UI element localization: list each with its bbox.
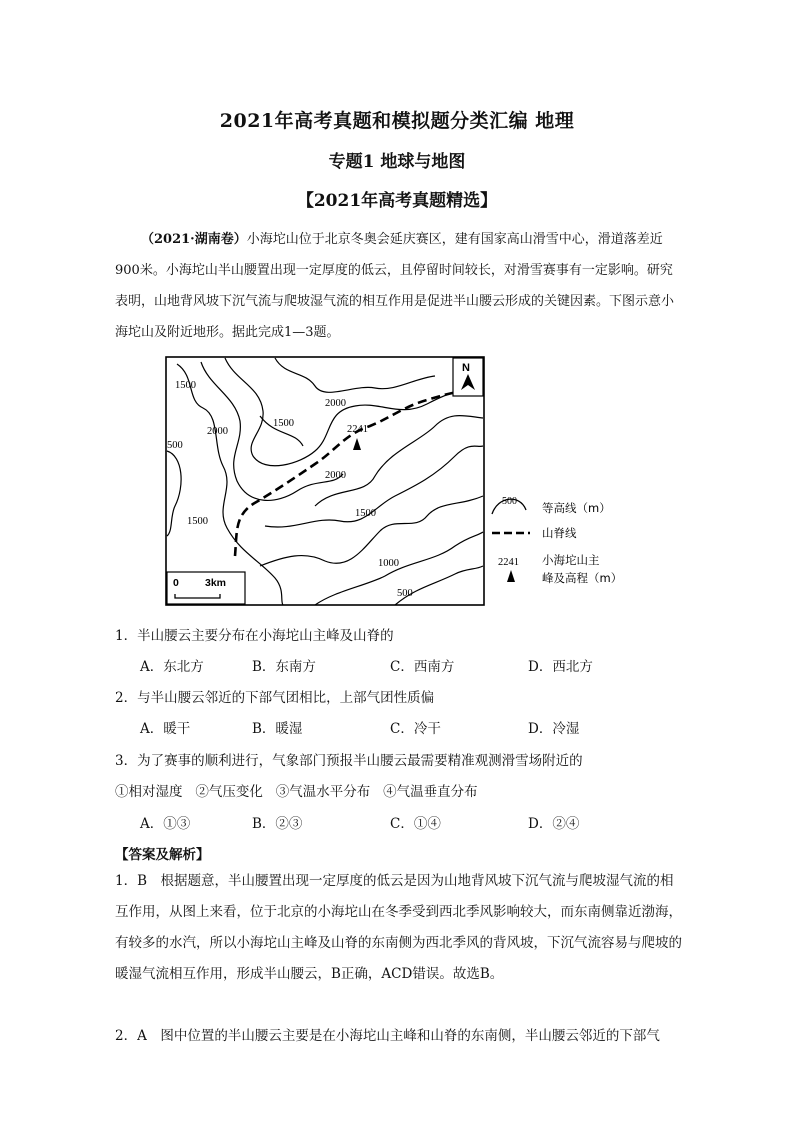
q1-option-d[interactable]: D．西北方 bbox=[528, 659, 593, 675]
contour-label: 1500 bbox=[355, 508, 376, 519]
intro-text: 小海坨山位于北京冬奥会延庆赛区，建有国家高山滑雪中心，滑道落差近900米。小海坨山半山腰置出现一定厚度的低云，且停留时间较长，对滑雪赛事有一定影响。研究表明，山地背风坡下沉气流与爬坡湿气流的相互作用是促进半山腰云形成的关键因素。下图示意小海坨山及附近地形。据此完成1—3题。 bbox=[115, 232, 675, 340]
answers-heading: 【答案及解析】 bbox=[115, 847, 210, 863]
q2-option-b[interactable]: B．暖湿 bbox=[252, 721, 303, 737]
peak-elevation-label: 2241 bbox=[347, 424, 368, 435]
scale-label: 3km bbox=[205, 577, 227, 589]
q1-option-a[interactable]: A．东北方 bbox=[140, 659, 204, 675]
contour-label: 2000 bbox=[325, 398, 346, 409]
contour-label: 1500 bbox=[273, 418, 294, 429]
question-2-stem: 2．与半山腰云邻近的下部气团相比，上部气团性质偏 bbox=[115, 690, 435, 706]
legend-peak-symbol bbox=[507, 570, 515, 582]
contour-label: 500 bbox=[397, 588, 413, 599]
contour-label: 1500 bbox=[175, 380, 196, 391]
contour-label: 1500 bbox=[187, 516, 208, 527]
contour-label: 1000 bbox=[378, 558, 399, 569]
legend-contour-label: 等高线（m） bbox=[542, 501, 611, 515]
topic-subtitle: 专题1 地球与地图 bbox=[328, 152, 466, 172]
question-3-stem: 3．为了赛事的顺利进行，气象部门预报半山腰云最需要精准观测滑雪场附近的 bbox=[115, 753, 583, 769]
north-label: N bbox=[462, 362, 470, 374]
document-title: 2021年高考真题和模拟题分类汇编 地理 bbox=[219, 110, 575, 132]
legend-peak-label-2: 峰及高程（m） bbox=[542, 571, 623, 585]
legend-peak-value: 2241 bbox=[498, 557, 519, 568]
q2-option-d[interactable]: D．冷湿 bbox=[528, 721, 580, 737]
question-3-items: ①相对湿度 ②气压变化 ③气温水平分布 ④气温垂直分布 bbox=[115, 784, 478, 800]
legend-ridge-label: 山脊线 bbox=[542, 526, 577, 540]
q1-option-c[interactable]: C．西南方 bbox=[390, 659, 455, 675]
q3-option-b[interactable]: B．②③ bbox=[252, 816, 303, 832]
answer-2: 2．A 图中位置的半山腰云主要是在小海坨山主峰和山脊的东南侧，半山腰云邻近的下部气 bbox=[115, 1028, 660, 1044]
q1-option-b[interactable]: B．东南方 bbox=[252, 659, 316, 675]
question-intro bbox=[115, 224, 680, 348]
section-heading: 【2021年高考真题精选】 bbox=[296, 191, 498, 211]
q2-option-c[interactable]: C．冷干 bbox=[390, 721, 441, 737]
q3-option-d[interactable]: D．②④ bbox=[528, 816, 580, 832]
legend-peak-label-1: 小海坨山主 bbox=[542, 553, 600, 567]
map-legend bbox=[490, 490, 660, 600]
question-1-stem: 1．半山腰云主要分布在小海坨山主峰及山脊的 bbox=[115, 628, 394, 644]
contour-label: 2000 bbox=[207, 426, 228, 437]
intro-source: （2021·湖南卷） bbox=[141, 232, 247, 247]
q2-option-a[interactable]: A．暖干 bbox=[140, 721, 191, 737]
answer-1: 1．B 根据题意，半山腰置出现一定厚度的低云是因为山地背风坡下沉气流与爬坡湿气流的相互作用，从图上来看，位于北京的小海坨山在冬季受到西北季风影响较大，而东南侧靠近渤海，有较多的水汽，所以小海坨山主峰及山脊的东南侧为西北季风的背风坡，下沉气流容易与爬坡的暖湿气流相互作用，形成半山腰云，B正确，ACD错误。故选B。 bbox=[115, 873, 682, 982]
contour-label: 2000 bbox=[325, 470, 346, 481]
q3-option-c[interactable]: C．①④ bbox=[390, 816, 441, 832]
q3-option-a[interactable]: A．①③ bbox=[140, 816, 191, 832]
scale-zero: 0 bbox=[173, 577, 179, 589]
contour-label: 500 bbox=[167, 440, 183, 451]
topographic-map bbox=[165, 356, 485, 606]
legend-contour-value: 500 bbox=[502, 496, 517, 507]
